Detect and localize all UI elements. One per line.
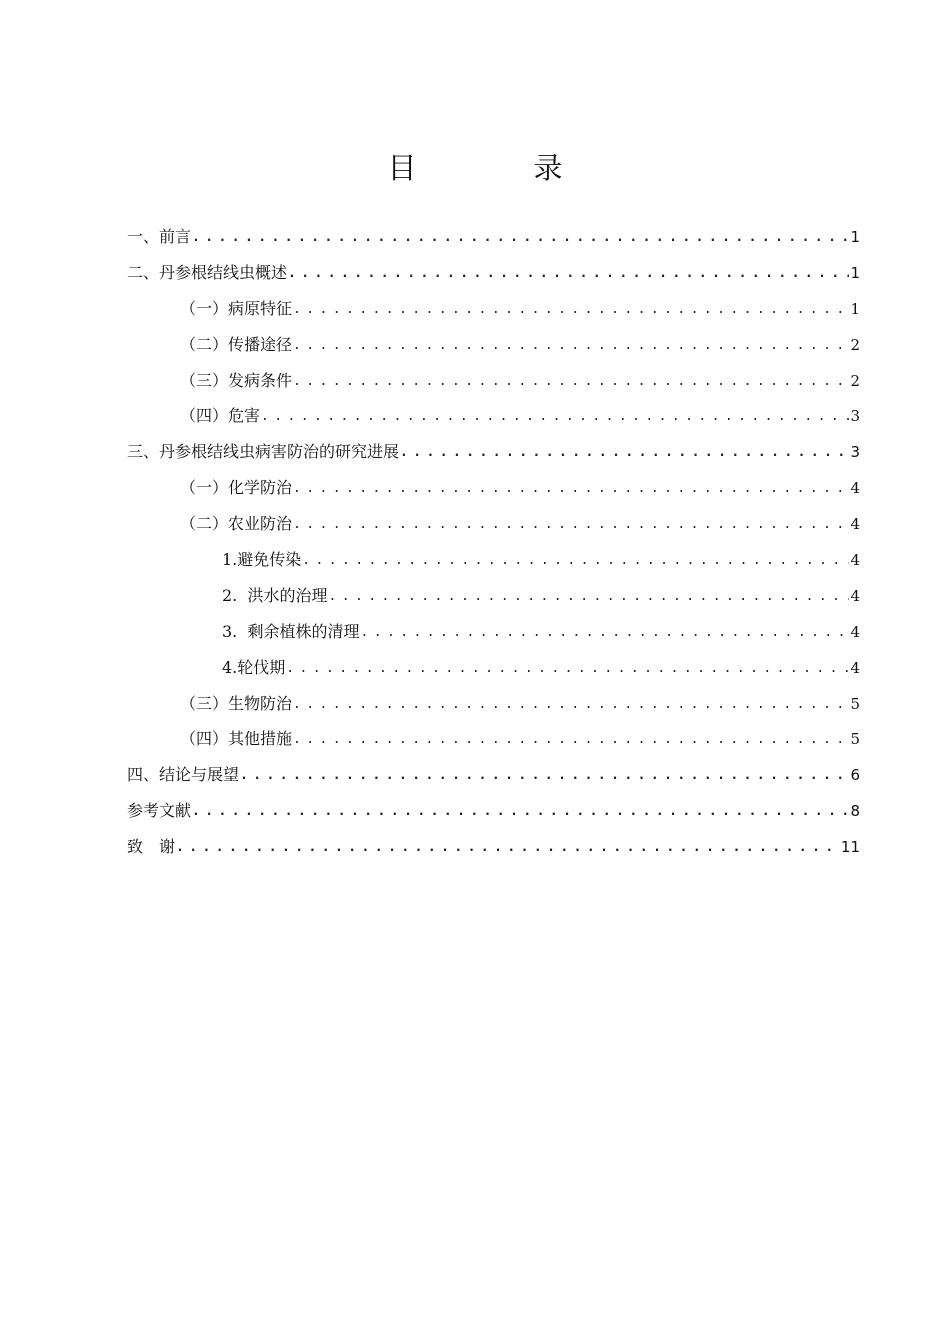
dot-leader xyxy=(288,254,849,292)
toc-entry-label: 3. 剩余植株的清理 xyxy=(222,621,360,641)
dot-leader xyxy=(360,613,849,651)
toc-entry-page: 2 xyxy=(850,371,860,390)
dot-leader xyxy=(293,326,849,364)
toc-entry-page: 4 xyxy=(850,551,860,570)
toc-entry-page: 4 xyxy=(850,479,860,498)
toc-entry[interactable] xyxy=(127,470,860,506)
toc-entry[interactable] xyxy=(127,398,860,434)
toc-entry-label: （四）危害 xyxy=(180,406,261,426)
toc-entry[interactable] xyxy=(127,829,860,865)
toc-entry-label: 1.避免传染 xyxy=(222,550,302,570)
toc-entry[interactable] xyxy=(127,650,860,686)
toc-entry-page: 1 xyxy=(850,228,860,246)
toc-entry[interactable] xyxy=(127,614,860,650)
toc-entry-label: 参考文献 xyxy=(127,801,192,821)
toc-entry[interactable] xyxy=(127,327,860,363)
toc-entry-label: 四、结论与展望 xyxy=(127,765,240,785)
toc-entry-page: 4 xyxy=(850,658,860,677)
dot-leader xyxy=(192,218,849,256)
dot-leader xyxy=(400,433,849,471)
toc-entry[interactable] xyxy=(127,255,860,291)
dot-leader xyxy=(302,541,849,579)
dot-leader xyxy=(293,362,849,400)
toc-title: 目 录 xyxy=(387,151,607,185)
toc-entry[interactable] xyxy=(127,363,860,399)
toc-entry-page: 2 xyxy=(850,335,860,354)
dot-leader xyxy=(293,720,849,758)
dot-leader xyxy=(240,756,849,794)
toc-entry-label: （一）化学防治 xyxy=(180,478,293,498)
toc-entry-page: 5 xyxy=(850,694,860,713)
dot-leader xyxy=(293,505,849,543)
toc-entry-page: 5 xyxy=(850,730,860,749)
toc-entry-page: 1 xyxy=(850,263,860,282)
toc-entry-page: 1 xyxy=(850,299,860,318)
toc-entry-page: 8 xyxy=(850,802,860,821)
toc-entry[interactable] xyxy=(127,219,860,255)
dot-leader xyxy=(192,792,849,830)
toc-entry-label: （二）农业防治 xyxy=(180,514,293,534)
toc-entry-page: 4 xyxy=(850,622,860,641)
toc-entry-label: （一）病原特征 xyxy=(180,298,293,318)
dot-leader xyxy=(293,290,849,328)
toc-entry[interactable] xyxy=(127,686,860,722)
toc-entry-page: 4 xyxy=(850,586,860,605)
toc-entry[interactable] xyxy=(127,721,860,757)
dot-leader xyxy=(293,685,849,723)
toc-entry-page: 6 xyxy=(850,766,860,785)
toc-entry[interactable] xyxy=(127,291,860,327)
toc-entry-page: 4 xyxy=(850,515,860,534)
toc-entry-page: 11 xyxy=(840,838,860,857)
toc-entry-label: 二、丹参根结线虫概述 xyxy=(127,262,288,282)
toc-entry-label: 三、丹参根结线虫病害防治的研究进展 xyxy=(127,442,400,462)
toc-entry-label: （三）生物防治 xyxy=(180,693,293,713)
toc-entry[interactable] xyxy=(127,542,860,578)
dot-leader xyxy=(293,469,849,507)
toc-entry-label: （三）发病条件 xyxy=(180,370,293,390)
toc-entry-page: 3 xyxy=(850,407,860,426)
toc-entry-label: 致 谢 xyxy=(127,837,176,857)
dot-leader xyxy=(328,577,849,615)
toc-entry[interactable] xyxy=(127,506,860,542)
toc-entry[interactable] xyxy=(127,578,860,614)
toc-entry-label: 4.轮伐期 xyxy=(222,657,286,677)
toc-entry-label: （四）其他措施 xyxy=(180,729,293,749)
table-of-contents xyxy=(127,219,860,865)
toc-entry-label: 2. 洪水的治理 xyxy=(222,585,328,605)
toc-entry[interactable] xyxy=(127,757,860,793)
toc-entry-label: 一、前言 xyxy=(127,227,192,246)
toc-entry[interactable] xyxy=(127,793,860,829)
dot-leader xyxy=(261,397,849,435)
toc-entry-page: 3 xyxy=(850,443,860,462)
toc-entry-label: （二）传播途径 xyxy=(180,334,293,354)
toc-entry[interactable] xyxy=(127,434,860,470)
dot-leader xyxy=(286,649,849,687)
dot-leader xyxy=(176,828,840,866)
